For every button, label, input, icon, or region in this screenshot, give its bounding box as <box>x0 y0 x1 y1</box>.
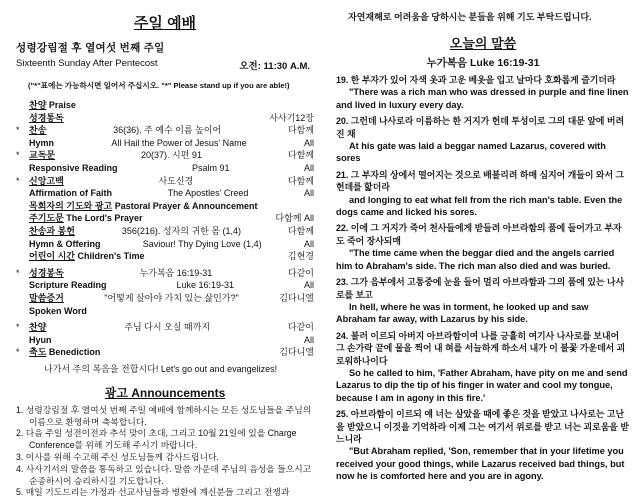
service-item-content: "어떻게 살아야 가치 있는 삶인가?" <box>104 292 239 303</box>
service-item-label-korean: 교독문 <box>29 150 56 161</box>
verse <box>336 222 630 272</box>
service-item-content: All Hail the Power of Jesus' Name <box>111 137 247 148</box>
service-item-label-korean: 찬양 <box>29 100 47 110</box>
service-item-label-korean: 어린이 시간 <box>29 251 75 262</box>
service-item-label-english: Spoken Word <box>29 305 87 316</box>
service-item-content: 356(216). 성자의 귀한 몸 (1,4) <box>121 225 242 236</box>
service-item-leader: 김현경 <box>287 251 314 262</box>
service-item-label-korean: 성경봉독 <box>29 267 64 278</box>
service-item-label-korean: 축도 <box>29 347 47 358</box>
verse-english: "But Abraham replied, 'Son, remember that in your lifetime you received your good things, while Lazarus received bad things, but now he is comforted here and you are in agony. <box>336 446 625 482</box>
service-row <box>16 112 314 125</box>
stand-asterisk: * <box>16 347 20 358</box>
service-row <box>16 187 314 200</box>
service-row <box>16 212 314 225</box>
service-item-label-english: Pastoral Prayer & Announcement <box>112 200 258 211</box>
service-item-content: Saviour! Thy Dying Love (1,4) <box>142 238 262 249</box>
verse-korean: 25. 아브라함이 이르되 얘 너는 살았을 때에 좋은 것을 받았고 나사로는 고난을 받았으니 이것을 기억하라 이제 그는 여기서 위로를 받고 너는 괴로움을 받느니라 <box>336 409 629 444</box>
announcement-item: 3. 이사를 위해 수고해 주신 성도님들께 감사드립니다. <box>16 452 219 463</box>
service-item-content: 누가복음 16:19-31 <box>139 267 213 278</box>
announcements-heading: 광고 Announcements <box>104 385 226 400</box>
verse <box>336 408 630 482</box>
verse <box>336 115 630 165</box>
service-item-leader: All <box>303 137 314 148</box>
service-item-label-english: Praise <box>46 100 76 110</box>
service-row <box>16 99 314 112</box>
stand-up-note: ("*"표에는 가능하시면 일어서 주십시오. "*" Please stand up if you are able!) <box>28 81 290 90</box>
stand-asterisk: * <box>16 125 20 136</box>
page-title: 주일 예배 <box>133 15 197 32</box>
verse-korean: 24. 불러 이르되 아버지 아브라함이여 나를 긍휼히 여기사 나사로를 보내어 그 손가락 끝에 물을 찍어 내 혀를 서늘하게 하소서 내가 이 불꽃 가운데서 괴로워하나이다 <box>336 330 626 366</box>
service-item-label-english: Children's Time <box>74 251 145 262</box>
service-item-content: 20(37). 시편 91 <box>141 150 202 161</box>
service-row <box>16 292 314 305</box>
verse-korean: 19. 한 부자가 있어 자색 옷과 고운 베옷을 입고 날마다 호화롭게 즐기더라 <box>336 75 616 85</box>
service-row <box>16 267 314 280</box>
service-row <box>16 162 314 175</box>
service-row <box>16 279 314 292</box>
service-item-label-english: Hymn <box>29 137 55 148</box>
service-item-label-english: Affirmation of Faith <box>29 188 112 199</box>
service-row <box>16 124 314 137</box>
announcement-item: 1. 성령강림절 후 열여섯 번째 주일 예배에 함께하시는 모든 성도님들을 주님의 이름으로 환영하며 축복합니다. <box>16 404 312 427</box>
service-item-content: 36(36). 주 예수 이름 높이어 <box>113 125 222 136</box>
service-time: 오전: 11:30 A.M. <box>239 61 310 72</box>
announcement-item: 4. 사사기서의 말씀을 통독하고 있습니다. 말씀 가운데 주님의 음성을 들으시고 순종하시어 승리하시길 기도합니다. <box>16 463 312 486</box>
service-item-label-english: Hyun <box>29 334 52 345</box>
service-item-leader: 다함께 <box>287 225 314 236</box>
service-item-label-korean: 신앙고백 <box>29 175 64 186</box>
sunday-title-korean: 성령강림절 후 열여섯 번째 주일 <box>16 42 165 54</box>
service-row <box>16 200 314 213</box>
closing-line: 나가서 주의 복음을 전합시다! Let's go out and evangelizes! <box>44 363 278 374</box>
service-item-label-korean: 주기도문 <box>29 213 64 224</box>
service-item-leader: All <box>303 334 314 345</box>
service-item-label-english: Hymn & Offering <box>29 238 101 249</box>
service-item-leader: 사사기12장 <box>269 112 314 123</box>
service-row <box>16 250 314 263</box>
service-item-leader: All <box>303 238 314 249</box>
service-row <box>16 137 314 150</box>
service-item-label-korean: 찬양 <box>29 322 47 333</box>
service-row <box>16 305 314 318</box>
sunday-title-english: Sixteenth Sunday After Pentecost <box>16 58 158 69</box>
service-item-label-korean: 목회자의 기도와 광고 <box>29 200 113 211</box>
verse-english: In hell, where he was in torment, he looked up and saw Abraham far away, with Lazarus by his side. <box>336 301 589 325</box>
verse-english: "The time came when the beggar died and the angels carried him to Abraham's side. The rich man also died and was buried. <box>336 248 615 271</box>
service-item-leader: 김다니엘 <box>279 347 314 358</box>
service-item-leader: 다같이 <box>287 267 314 278</box>
service-item-leader: 다함께 <box>287 150 314 161</box>
service-item-label-korean: 찬송과 봉헌 <box>29 225 75 236</box>
service-item-content: Luke 16:19-31 <box>176 280 235 291</box>
service-item-label-english: Benediction <box>46 347 101 358</box>
verse <box>336 74 630 111</box>
todays-word-heading: 오늘의 말씀 <box>449 36 517 51</box>
service-row <box>16 346 314 359</box>
verse-english: and longing to eat what fell from the rich man's table. Even the dogs came and licked his sores. <box>336 194 623 218</box>
service-row <box>16 175 314 188</box>
verse <box>336 169 630 219</box>
service-item-leader: All <box>303 162 314 173</box>
verse-korean: 20. 그런데 나사로라 이름하는 한 거지가 헌데 투성이로 그의 대문 앞에 버려진 채 <box>336 116 625 139</box>
service-row <box>16 238 314 251</box>
service-item-label-korean: 찬송 <box>29 125 47 136</box>
bulletin-right-page <box>322 0 640 494</box>
service-item-label-english: Responsive Reading <box>29 162 118 173</box>
verse-korean: 22. 이에 그 거지가 죽어 천사들에게 받들려 아브라함의 품에 들어가고 부자도 죽어 장사되매 <box>336 223 622 246</box>
verse-english: At his gate was laid a beggar named Lazarus, covered with sores <box>336 141 606 164</box>
stand-asterisk: * <box>16 322 20 333</box>
service-item-leader: All <box>303 188 314 199</box>
service-row <box>16 321 314 334</box>
service-item-leader: 김다니엘 <box>279 292 314 303</box>
service-item-content: The Apostles' Creed <box>167 188 249 199</box>
announcement-continuation: 자연재해로 어려움을 당하시는 분들을 위해 기도 부탁드립니다. <box>348 12 592 22</box>
stand-asterisk: * <box>16 267 20 278</box>
service-item-label-english: Scripture Reading <box>29 280 107 291</box>
announcement-item: 2. 다음 주일 성전이전과 추석 맞이 초대, 그리고 10월 21일에 있을 Charge Conference를 위해 기도해 주시기 바랍니다. <box>16 428 297 451</box>
service-row <box>16 334 314 347</box>
service-item-label-english: The Lord's Prayer <box>63 213 143 224</box>
verse-korean: 23. 그가 음부에서 고통중에 눈을 들어 멀리 아브라함과 그의 품에 있는 나사로를 보고 <box>336 277 625 300</box>
service-item-leader: 다함께 <box>287 175 314 186</box>
verses-list <box>336 74 630 483</box>
service-item-leader: 다같이 <box>287 322 314 333</box>
verse-korean: 21. 그 부자의 상에서 떨어지는 것으로 배불리려 하매 심지어 개들이 와서 그 헌데를 핥더라 <box>336 169 625 193</box>
verse-english: So he called to him, 'Father Abraham, have pity on me and send Lazarus to dip the tip of his finger in water and cool my tongue, because I am in agony in this fire.' <box>336 367 628 403</box>
stand-asterisk: * <box>16 175 20 186</box>
verse <box>336 276 630 326</box>
service-item-content: 사도신경 <box>158 175 194 186</box>
verse <box>336 330 630 404</box>
service-row <box>16 149 314 162</box>
announcements-list <box>16 405 314 499</box>
service-item-leader: All <box>303 280 314 291</box>
service-item-content: Psalm 91 <box>191 162 230 173</box>
verse-english: "There was a rich man who was dressed in purple and fine linen and lived in luxury every day. <box>336 87 629 110</box>
service-row <box>16 225 314 238</box>
service-item-leader: 다함께 All <box>275 213 314 224</box>
stand-asterisk: * <box>16 150 20 161</box>
announcement-item: 5. 매일 기도드리는 가정과 선교사님들과 병환에 계신분들 그리고 전쟁과 <box>16 487 290 498</box>
passage-reference: 누가복음 Luke 16:19-31 <box>426 57 540 69</box>
service-item-leader: 다함께 <box>287 125 314 136</box>
service-item-label-korean: 말씀증거 <box>29 292 64 303</box>
service-item-label-korean: 성경통독 <box>29 112 64 123</box>
service-item-content: 주님 다시 오실 때까지 <box>124 322 211 333</box>
service-order <box>16 99 314 359</box>
